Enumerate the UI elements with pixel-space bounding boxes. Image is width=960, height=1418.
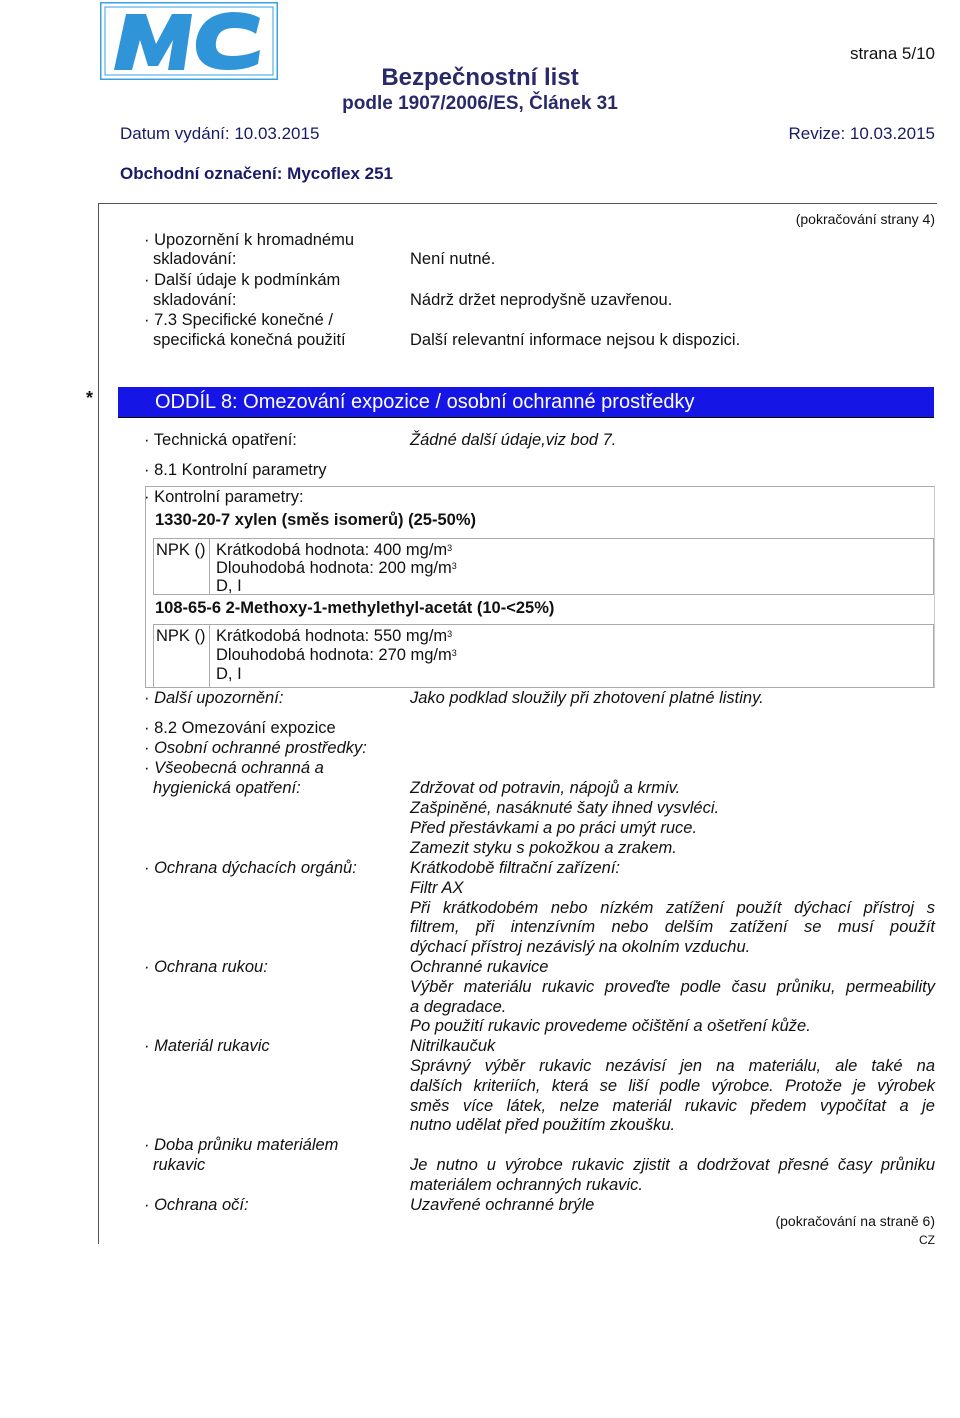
storage-label: · Další údaje k podmínkám [144, 271, 341, 289]
hygiene-line: Před přestávkami a po práci umýt ruce. [410, 819, 698, 837]
further-label: · Další upozornění: [144, 689, 284, 707]
subsection-8-2: · 8.2 Omezování expozice [144, 719, 336, 737]
hand-line: a degradace. [410, 998, 507, 1016]
respiratory-line: dýchací přístroj nezávislý na okolním vzduchu. [410, 938, 751, 956]
hygiene-label: hygienická opatření: [153, 779, 301, 797]
glove-line: nutno udělat před použitím zkoušku. [410, 1116, 676, 1134]
substance-name: 1330-20-7 xylen (směs isomerů) (25-50%) [155, 511, 476, 529]
storage-value: Další relevantní informace nejsou k dispozici. [410, 331, 741, 349]
page-number: strana 5/10 [849, 44, 935, 63]
eye-value: Uzavřené ochranné brýle [410, 1196, 595, 1214]
penetration-line: Je nutno u výrobce rukavic zjistit a dodržovat přesné časy průniku [410, 1156, 935, 1174]
storage-label: · 7.3 Specifické konečné / [144, 311, 333, 329]
language-code: CZ [919, 1233, 935, 1247]
section-title: ODDÍL 8: Omezování expozice / osobní ochranné prostředky [155, 391, 695, 413]
document-title: Bezpečnostní list [381, 64, 579, 91]
glove-material-label: · Materiál rukavic [144, 1037, 270, 1055]
storage-label: specifická konečná použití [153, 331, 346, 349]
hand-line: Výběr materiálu rukavic proveďte podle času průniku, permeability [410, 978, 935, 996]
change-marker: * [86, 388, 94, 408]
glove-line: směs více látek, nelze materiál rukavic předem vypočítat a je [410, 1097, 935, 1115]
continuation-from: (pokračování strany 4) [795, 211, 935, 227]
issue-date: Datum vydání: 10.03.2015 [120, 124, 320, 143]
technical-value: Žádné další údaje,viz bod 7. [410, 431, 617, 449]
limit-type: NPK () [156, 541, 206, 559]
respiratory-line: Při krátkodobém nebo nízkém zatížení použít dýchací přístroj s [410, 899, 935, 917]
logo-text: MC [189, 46, 191, 47]
technical-label: · Technická opatření: [144, 431, 297, 449]
storage-value: Nádrž držet neprodyšně uzavřenou. [410, 291, 673, 309]
limit-divider [209, 624, 210, 687]
storage-label: · Upozornění k hromadnému [144, 231, 355, 249]
storage-label: skladování: [153, 291, 237, 309]
respiratory-label: · Ochrana dýchacích orgánů: [144, 859, 357, 877]
hand-line: Ochranné rukavice [410, 958, 549, 976]
limit-note: D, I [216, 665, 242, 683]
limit-type: NPK () [156, 627, 206, 645]
limit-note: D, I [216, 577, 242, 595]
storage-label: skladování: [153, 250, 237, 268]
penetration-label: rukavic [153, 1156, 206, 1174]
ppe-label: · Osobní ochranné prostředky: [144, 739, 367, 757]
continuation-to: (pokračování na straně 6) [775, 1213, 935, 1229]
document-subtitle: podle 1907/2006/ES, Článek 31 [342, 93, 618, 114]
penetration-label: · Doba průniku materiálem [144, 1136, 339, 1154]
storage-value: Není nutné. [410, 250, 496, 268]
penetration-line: materiálem ochranných rukavic. [410, 1176, 643, 1194]
respiratory-line: Krátkodobě filtrační zařízení: [410, 859, 621, 877]
glove-line: Správný výběr rukavic nezávisí jen na materiálu, ale také na [410, 1057, 935, 1075]
trade-name: Obchodní označení: Mycoflex 251 [120, 164, 394, 183]
short-term-value: Krátkodobá hodnota: 400 $mg/m^3$ [216, 541, 453, 559]
respiratory-line: filtrem, při intenzívním nebo delším zatížení se musí použít [410, 918, 935, 936]
revision-date: Revize: 10.03.2015 [788, 124, 935, 143]
long-term-value: Dlouhodobá hodnota: 270 $mg/m^3$ [216, 646, 457, 664]
hygiene-label: · Všeobecná ochranná a [144, 759, 324, 777]
respiratory-line: Filtr AX [410, 879, 464, 897]
hygiene-line: Zdržovat od potravin, nápojů a krmiv. [410, 779, 681, 797]
long-term-value: Dlouhodobá hodnota: 200 $mg/m^3$ [216, 559, 457, 577]
substance-name: 108-65-6 2-Methoxy-1-methylethyl-acetát (10-<25%) [155, 599, 555, 617]
hygiene-line: Zamezit styku s pokožkou a zrakem. [410, 839, 677, 857]
limit-divider [209, 538, 210, 594]
glove-line: Nitrilkaučuk [410, 1037, 496, 1055]
control-label: · Kontrolní parametry: [144, 488, 304, 506]
short-term-value: Krátkodobá hodnota: 550 $mg/m^3$ [216, 627, 453, 645]
hand-label: · Ochrana rukou: [144, 958, 268, 976]
eye-label: · Ochrana očí: [144, 1196, 249, 1214]
glove-line: dalších kriteriích, která se liší podle výrobce. Protože je výrobek [410, 1077, 935, 1095]
further-value: Jako podklad sloužily při zhotovení platné listiny. [410, 689, 764, 707]
subsection-8-1: · 8.1 Kontrolní parametry [144, 461, 327, 479]
hygiene-line: Zašpiněné, nasáknuté šaty ihned vysvléci. [410, 799, 720, 817]
hand-line: Po použití rukavic provedeme očištění a ošetření kůže. [410, 1017, 811, 1035]
